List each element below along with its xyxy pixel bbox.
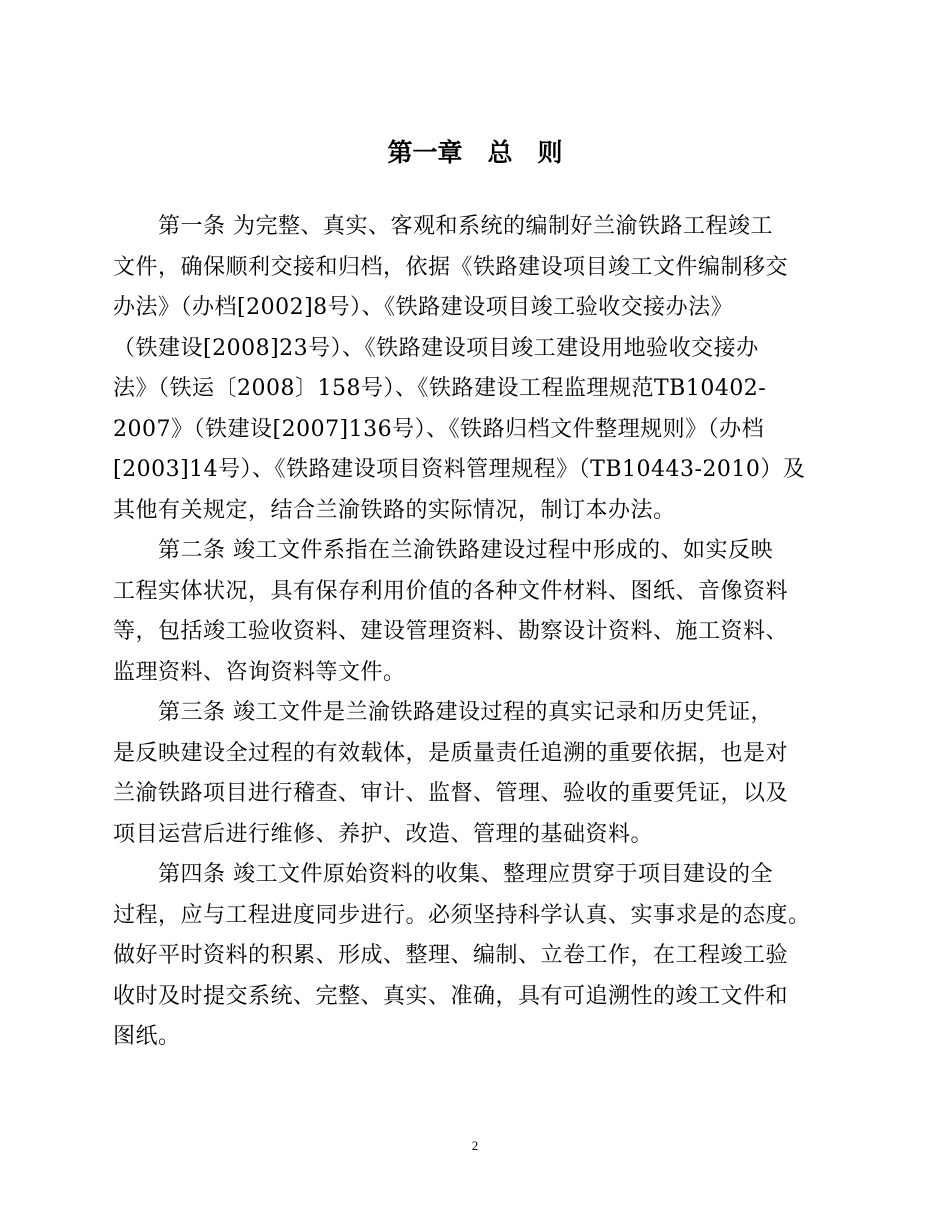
text-line: 图纸。 — [113, 1024, 181, 1049]
text-line: 等，包括竣工验收资料、建设管理资料、勘察设计资料、施工资料、 — [113, 619, 789, 644]
text-line: 兰渝铁路项目进行稽查、审计、监督、管理、验收的重要凭证，以及 — [113, 781, 789, 806]
text-line: 是反映建设全过程的有效载体，是质量责任追溯的重要依据，也是对 — [113, 740, 789, 766]
text-line: 监理资料、咨询资料等文件。 — [113, 659, 406, 685]
text-line: 办法》（办档[2002]8号）、《铁路建设项目竣工验收交接办法》 — [113, 295, 734, 320]
text-line: 文件，确保顺利交接和归档，依据《铁路建设项目竣工文件编制移交 — [113, 254, 789, 280]
chapter-body — [113, 207, 863, 1058]
text-line: 做好平时资料的积累、形成、整理、编制、立卷工作，在工程竣工验 — [113, 943, 789, 968]
page-number: 2 — [471, 1138, 479, 1153]
text-line: 法》（铁运〔2008〕158号）、《铁路建设工程监理规范TB10402- — [113, 376, 767, 401]
chapter-title: 第一章 总 则 — [387, 138, 563, 167]
text-line: 第二条 竣工文件系指在兰渝铁路建设过程中形成的、如实反映 — [113, 538, 773, 563]
text-line: 其他有关规定，结合兰渝铁路的实际情况，制订本办法。 — [113, 497, 676, 523]
text-line: （铁建设[2008]23号）、《铁路建设项目竣工建设用地验收交接办 — [113, 335, 759, 361]
text-line: 过程，应与工程进度同步进行。必须坚持科学认真、实事求是的态度。 — [113, 902, 811, 928]
text-line: 工程实体状况，具有保存利用价值的各种文件材料、图纸、音像资料 — [113, 578, 789, 604]
text-line: 项目运营后进行维修、养护、改造、管理的基础资料。 — [113, 821, 654, 847]
text-line: [2003]14号）、《铁路建设项目资料管理规程》（TB10443-2010）及 — [113, 457, 806, 482]
text-line: 收时及时提交系统、完整、真实、准确，具有可追溯性的竣工文件和 — [113, 983, 789, 1009]
text-line: 第一条 为完整、真实、客观和系统的编制好兰渝铁路工程竣工 — [113, 214, 773, 239]
text-line: 第四条 竣工文件原始资料的收集、整理应贯穿于项目建设的全 — [113, 862, 773, 887]
text-line: 2007》（铁建设[2007]136号）、《铁路归档文件整理规则》（办档 — [113, 416, 765, 442]
text-line: 第三条 竣工文件是兰渝铁路建设过程的真实记录和历史凭证， — [113, 700, 773, 725]
